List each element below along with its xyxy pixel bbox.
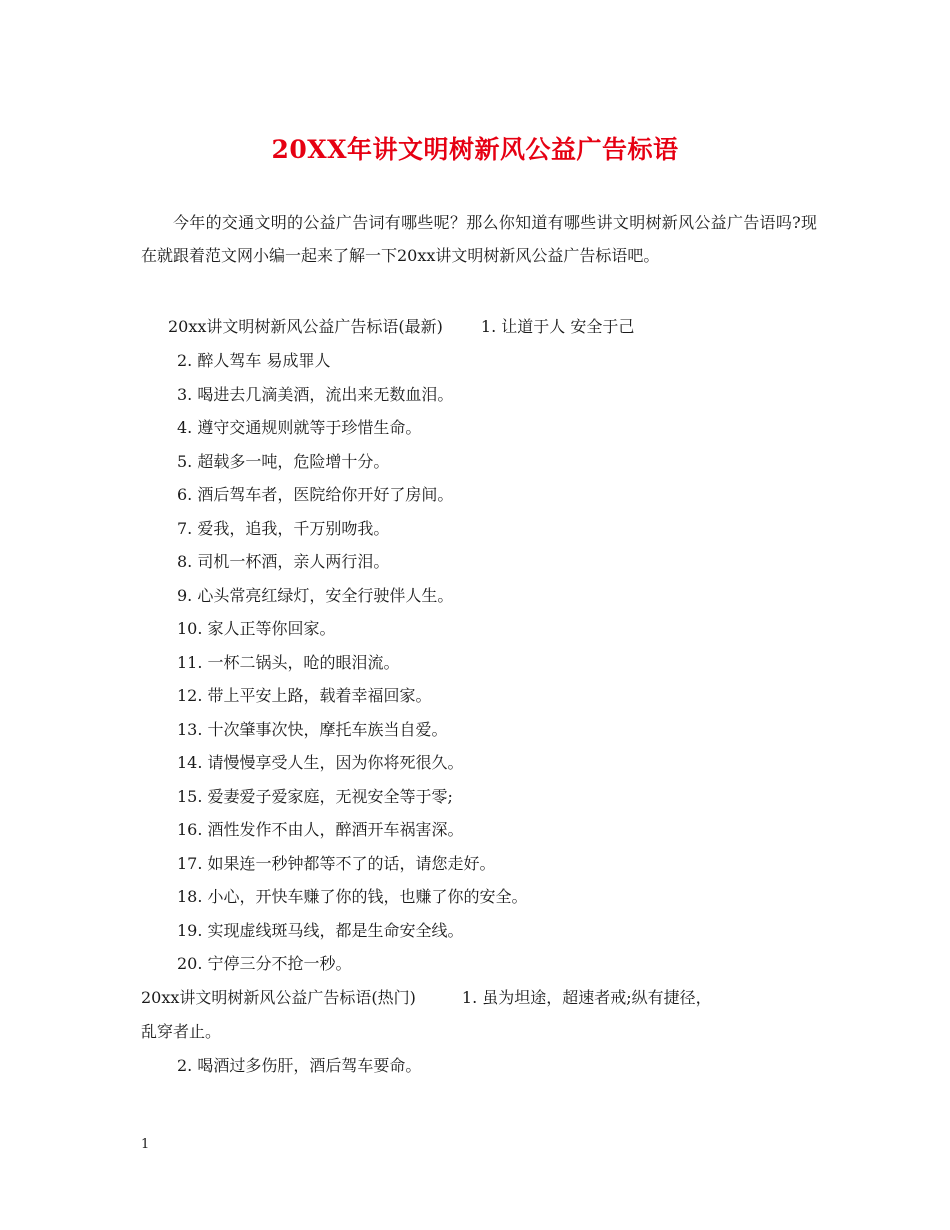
intro-paragraph: 今年的交通文明的公益广告词有哪些呢？那么你知道有哪些讲文明树新风公益广告语吗?现在就跟着范文网小编一起来了解一下20xx讲文明树新风公益广告标语吧。 <box>141 213 817 265</box>
list-item: 11. 一杯二锅头，呛的眼泪流。 <box>177 653 400 672</box>
list-item: 5. 超载多一吨，危险增十分。 <box>177 452 390 471</box>
page-number: 1 <box>141 1137 150 1152</box>
section1-heading-line <box>168 316 634 338</box>
list-item: 2. 喝酒过多伤肝，酒后驾车要命。 <box>177 1056 422 1075</box>
list-item: 13. 十次肇事次快，摩托车族当自爱。 <box>177 720 448 739</box>
list-item: 8. 司机一杯酒，亲人两行泪。 <box>177 552 390 571</box>
document-title: 20XX年讲文明树新风公益广告标语 <box>271 135 679 164</box>
section2-heading-line <box>141 987 712 1009</box>
list-item-continuation: 乱穿者止。 <box>141 1022 222 1041</box>
list-item: 18. 小心，开快车赚了你的钱，也赚了你的安全。 <box>177 887 528 906</box>
list-item: 2. 醉人驾车 易成罪人 <box>177 351 331 370</box>
list-item: 14. 请慢慢享受人生，因为你将死很久。 <box>177 753 464 772</box>
list-item: 20. 宁停三分不抢一秒。 <box>177 954 352 973</box>
list-item: 4. 遵守交通规则就等于珍惜生命。 <box>177 418 422 437</box>
list-item: 16. 酒性发作不由人，醉酒开车祸害深。 <box>177 820 464 839</box>
list-item: 10. 家人正等你回家。 <box>177 619 336 638</box>
list-item: 6. 酒后驾车者，医院给你开好了房间。 <box>177 485 454 504</box>
section1-heading: 20xx讲文明树新风公益广告标语(最新) <box>168 317 443 336</box>
list-item: 1. 虽为坦途，超速者戒;纵有捷径， <box>461 988 712 1007</box>
list-item: 12. 带上平安上路，载着幸福回家。 <box>177 686 432 705</box>
list-item: 1. 让道于人 安全于己 <box>480 317 635 336</box>
section2-heading: 20xx讲文明树新风公益广告标语(热门) <box>141 988 416 1007</box>
list-item: 17. 如果连一秒钟都等不了的话，请您走好。 <box>177 854 496 873</box>
list-item: 9. 心头常亮红绿灯，安全行驶伴人生。 <box>177 586 454 605</box>
list-item: 3. 喝进去几滴美酒，流出来无数血泪。 <box>177 385 454 404</box>
list-item: 19. 实现虚线斑马线，都是生命安全线。 <box>177 921 464 940</box>
list-item: 15. 爱妻爱子爱家庭，无视安全等于零; <box>177 787 453 806</box>
list-item: 7. 爱我，追我，千万别吻我。 <box>177 519 390 538</box>
